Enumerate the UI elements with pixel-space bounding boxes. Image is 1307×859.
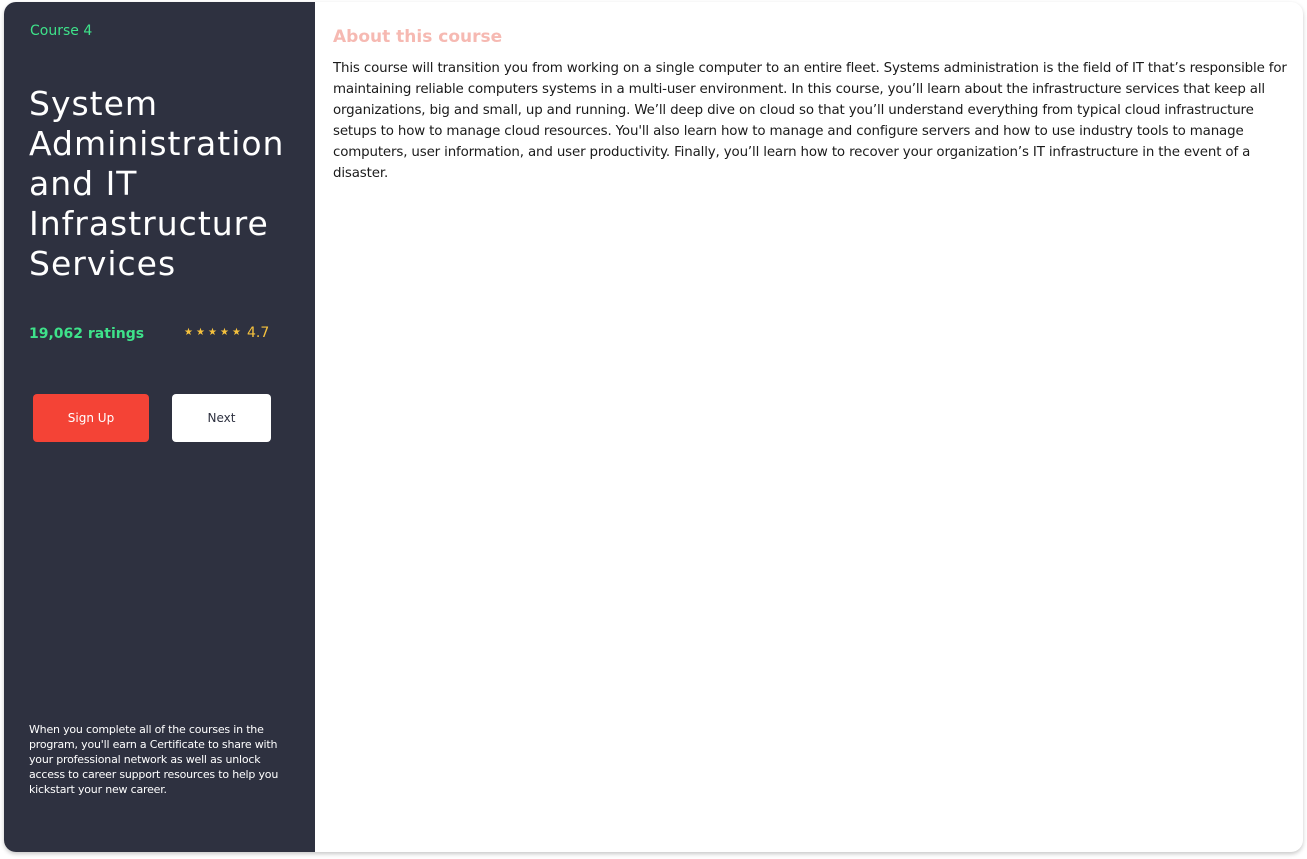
- course-sidebar: [4, 2, 315, 852]
- star-icon: ★: [196, 327, 205, 338]
- star-rating: [183, 327, 242, 339]
- star-icon: ★: [184, 327, 193, 338]
- course-label: Course 4: [30, 23, 93, 39]
- ratings-count: 19,062 ratings: [29, 326, 145, 342]
- rating-value: 4.7: [247, 325, 270, 341]
- sign-up-button[interactable]: Sign Up: [33, 394, 149, 442]
- course-details: [315, 2, 1303, 852]
- about-heading: About this course: [333, 27, 503, 47]
- rating-summary: [183, 325, 269, 341]
- course-card: [4, 2, 1303, 852]
- star-icon: ★: [208, 327, 217, 338]
- about-description: This course will transition you from working on a single computer to an entire fleet. Systems administration is the field of IT that’s responsible for maintaining reliable computers systems in a multi-user environment. In this course, you’ll learn about the infrastructure services that keep all organizations, big and small, up and running. We’ll deep dive on cloud so that you’ll understand everything from typical cloud infrastructure setups to how to manage cloud resources. You'll also learn how to manage and configure servers and how to use industry tools to manage computers, user information, and user productivity. Finally, you’ll learn how to recover your organization’s IT infrastructure in the event of a disaster.: [333, 61, 1287, 181]
- course-title: System Administration and IT Infrastructure Services: [29, 84, 285, 283]
- certificate-note: When you complete all of the courses in the program, you'll earn a Certificate to share with your professional network as well as unlock access to career support resources to help you kickstart your new career.: [29, 723, 279, 796]
- star-icon: ★: [232, 327, 241, 338]
- next-button[interactable]: Next: [172, 394, 271, 442]
- star-icon: ★: [220, 327, 229, 338]
